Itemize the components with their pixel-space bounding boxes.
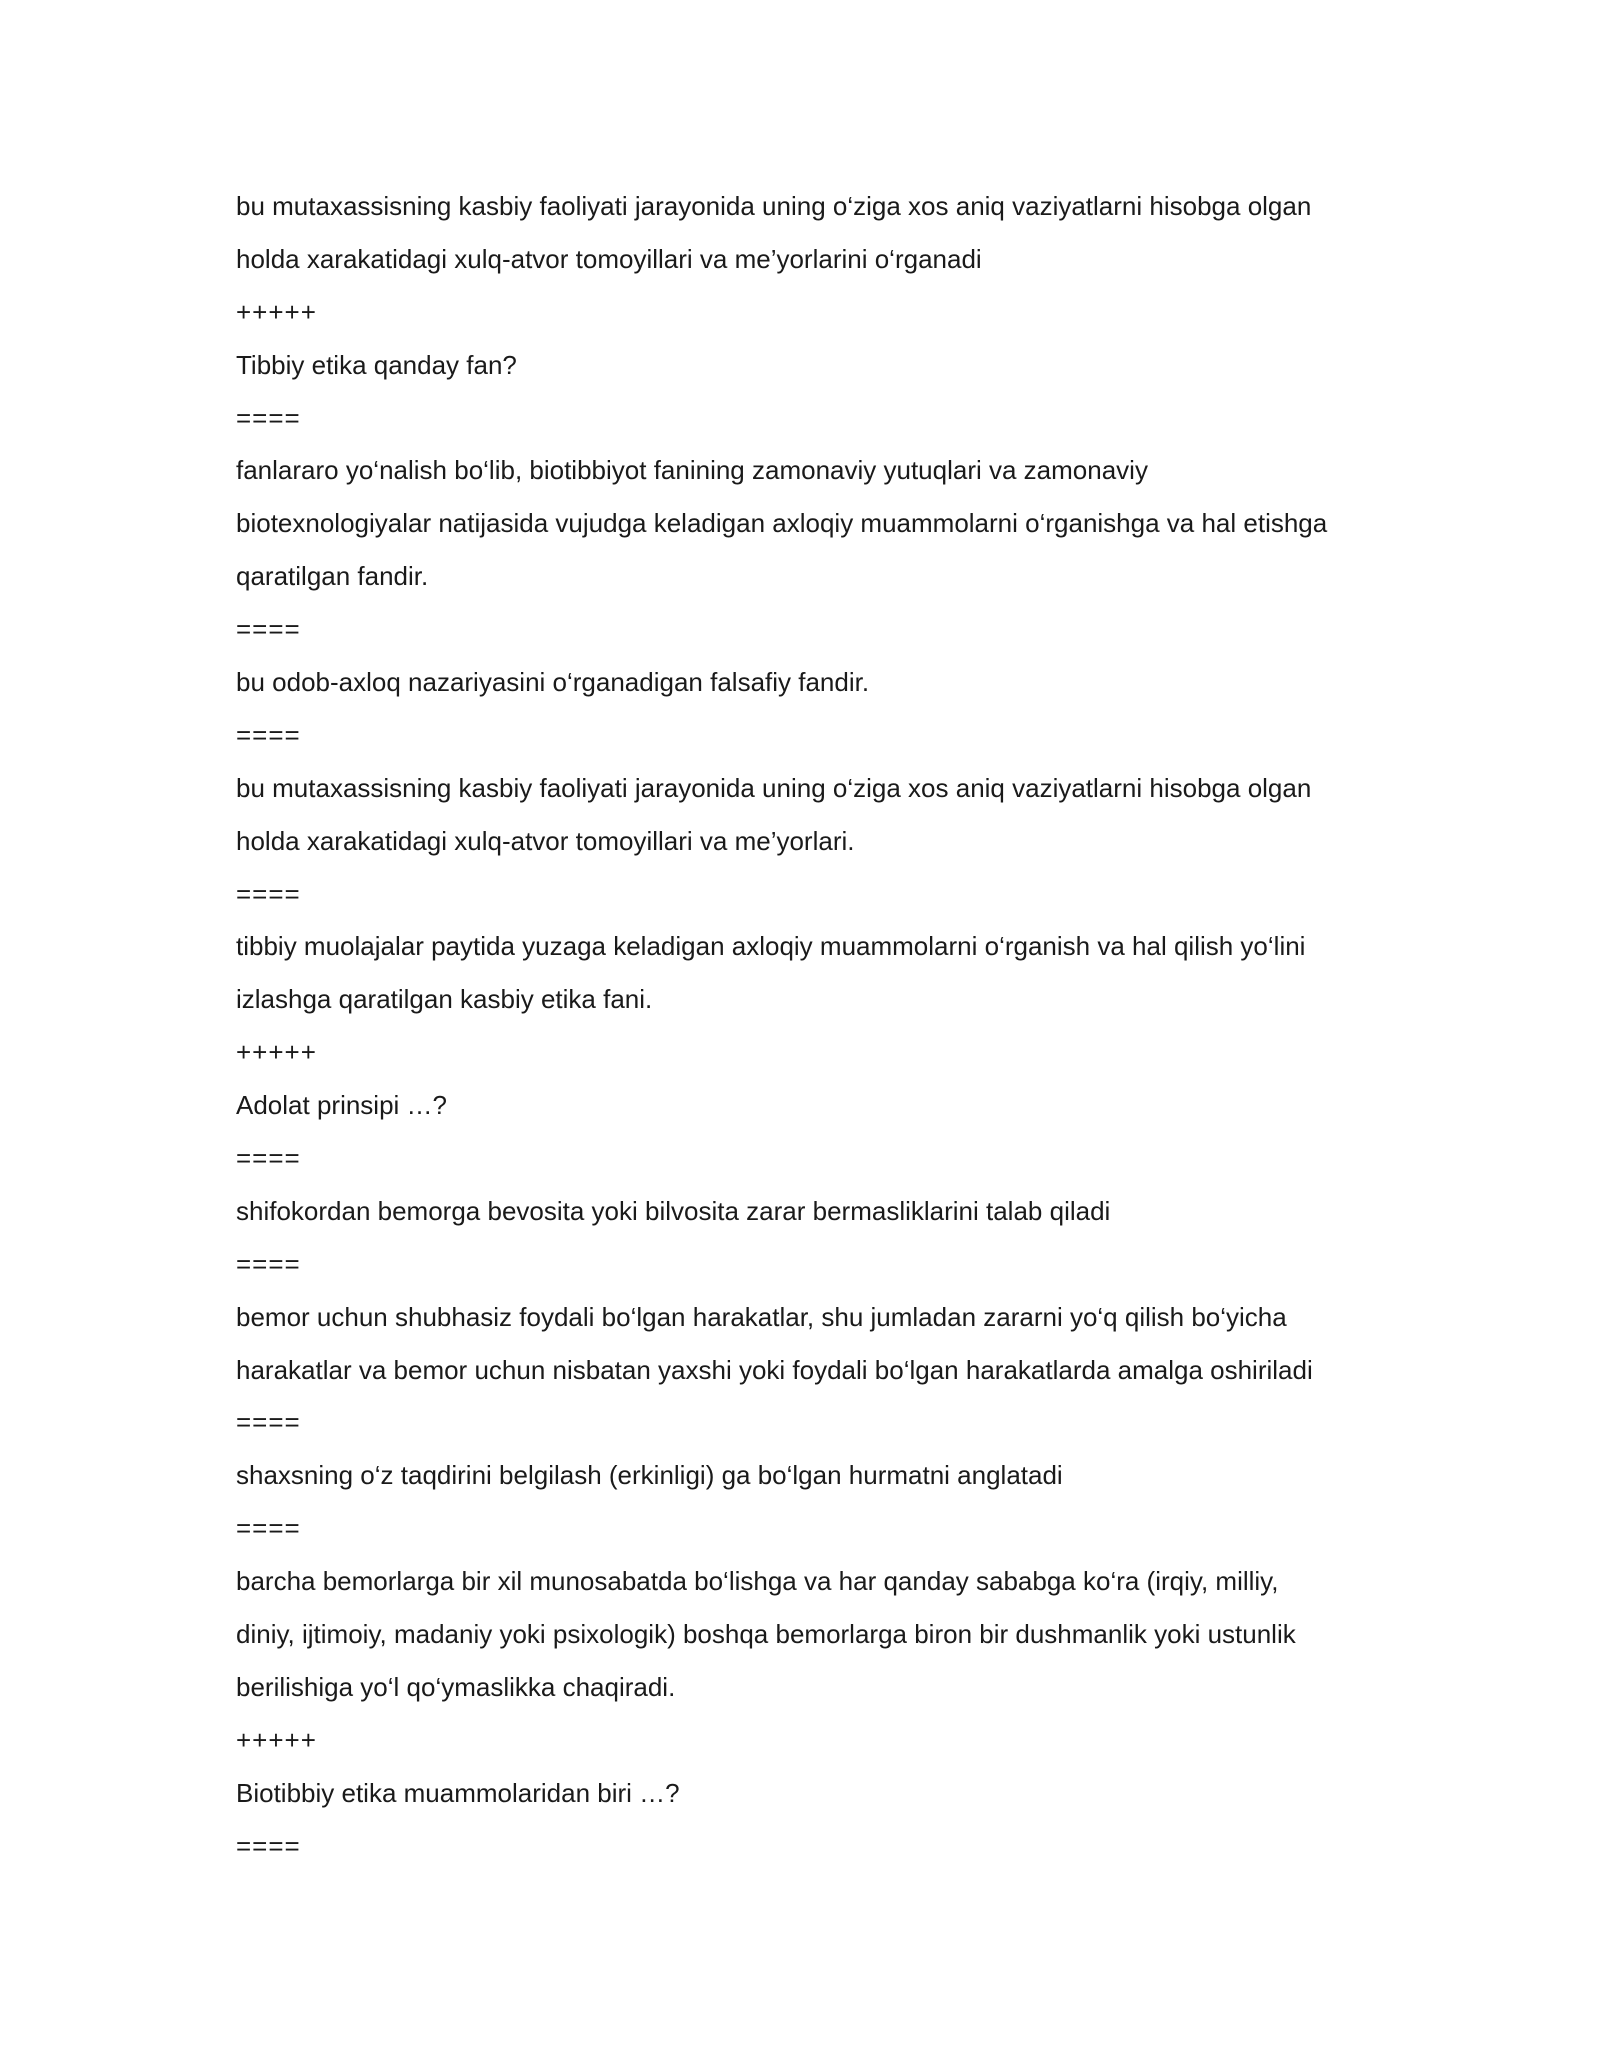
answer-line: biotexnologiyalar natijasida vujudga keladigan axloqiy muammolarni o‘rganishga va hal etishga xyxy=(236,508,1328,539)
answer-separator: ==== xyxy=(236,878,301,909)
question-text: Adolat prinsipi …? xyxy=(236,1090,447,1121)
question-separator: +++++ xyxy=(236,296,317,327)
answer-line: bu mutaxassisning kasbiy faoliyati jarayonida uning o‘ziga xos aniq vaziyatlarni hisobga olgan xyxy=(236,191,1312,221)
answer-separator: ==== xyxy=(236,1407,301,1438)
answer-line: bu odob-axloq nazariyasini o‘rganadigan falsafiy fandir. xyxy=(236,667,870,698)
answer-separator: ==== xyxy=(236,1248,301,1279)
answer-line: qaratilgan fandir. xyxy=(236,561,429,592)
answer-line: holda xarakatidagi xulq-atvor tomoyillari va me’yorlari. xyxy=(236,825,855,856)
answer-line: berilishiga yo‘l qo‘ymaslikka chaqiradi. xyxy=(236,1671,676,1702)
answer-line: shaxsning o‘z taqdirini belgilash (erkinligi) ga bo‘lgan hurmatni anglatadi xyxy=(236,1460,1063,1491)
answer-line: bemor uchun shubhasiz foydali bo‘lgan harakatlar, shu jumladan zararni yo‘q qilish bo‘yicha xyxy=(236,1301,1287,1332)
answer-separator: ==== xyxy=(236,1143,301,1174)
answer-separator: ==== xyxy=(236,1830,301,1861)
answer-line: shifokordan bemorga bevosita yoki bilvosita zarar bermasliklarini talab qiladi xyxy=(236,1195,1111,1226)
answer-separator: ==== xyxy=(236,614,301,645)
document-page xyxy=(236,186,1386,1879)
answer-line: diniy, ijtimoiy, madaniy yoki psixologik) boshqa bemorlarga biron bir dushmanlik yoki ustunlik xyxy=(236,1619,1296,1650)
answer-line: holda xarakatidagi xulq-atvor tomoyillari va me’yorlarini o‘rganadi xyxy=(236,243,982,274)
answer-line: tibbiy muolajalar paytida yuzaga keladigan axloqiy muammolarni o‘rganish va hal qilish yo‘lini xyxy=(236,931,1306,962)
question-separator: +++++ xyxy=(236,1037,317,1068)
answer-line: bu mutaxassisning kasbiy faoliyati jarayonida uning o‘ziga xos aniq vaziyatlarni hisobga olgan xyxy=(236,772,1312,803)
answer-line: izlashga qaratilgan kasbiy etika fani. xyxy=(236,984,653,1015)
answer-line: fanlararo yo‘nalish bo‘lib, biotibbiyot fanining zamonaviy yutuqlari va zamonaviy xyxy=(236,455,1148,486)
question-text: Tibbiy etika qanday fan? xyxy=(236,349,517,380)
answer-separator: ==== xyxy=(236,402,301,433)
question-text: Biotibbiy etika muammolaridan biri …? xyxy=(236,1777,680,1808)
answer-separator: ==== xyxy=(236,719,301,750)
answer-separator: ==== xyxy=(236,1513,301,1544)
answer-line: harakatlar va bemor uchun nisbatan yaxshi yoki foydali bo‘lgan harakatlarda amalga oshiriladi xyxy=(236,1354,1313,1385)
question-separator: +++++ xyxy=(236,1724,317,1755)
answer-line: barcha bemorlarga bir xil munosabatda bo‘lishga va har qanday sababga ko‘ra (irqiy, milliy, xyxy=(236,1566,1279,1597)
